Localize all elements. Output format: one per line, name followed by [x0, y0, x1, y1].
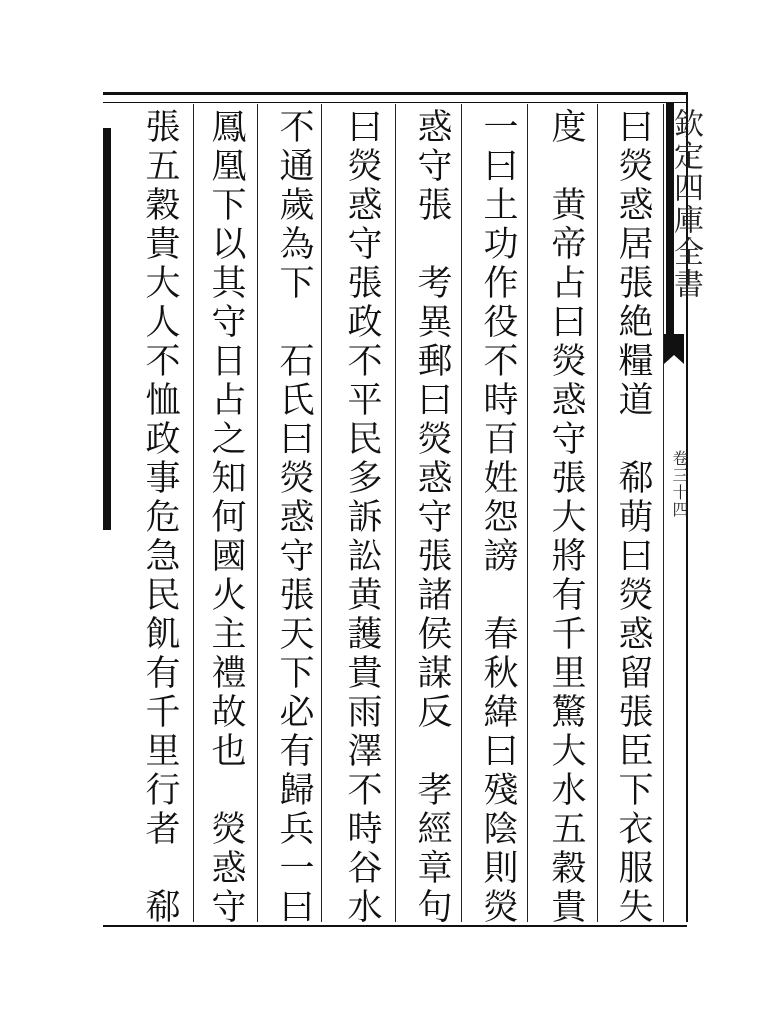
- column-rule: [527, 104, 528, 922]
- text-column-7: 鳳凰下以其守日占之知何國火主禮故也 熒惑守: [206, 108, 246, 927]
- column-rule: [395, 104, 396, 922]
- text-column-1: 曰熒惑居張絶糧道 郗萌曰熒惑留張臣下衣服失: [613, 108, 653, 927]
- column-rule: [663, 104, 664, 922]
- left-margin-bar: [103, 128, 111, 530]
- column-rule: [321, 104, 322, 922]
- column-rule: [461, 104, 462, 922]
- margin-volume-label: 卷三十四: [670, 450, 689, 518]
- text-column-2: 度 黄帝占曰熒惑守張大將有千里驚大水五穀貴: [546, 108, 586, 927]
- column-rule: [257, 104, 258, 922]
- column-rule: [597, 104, 598, 922]
- margin-book-title: 欽定四庫全書: [668, 108, 703, 300]
- text-column-8: 張五穀貴大人不恤政事危急民飢有千里行者 郗: [140, 108, 180, 927]
- text-column-3: 一曰土功作役不時百姓怨謗 春秋緯曰殘陰則熒: [478, 108, 518, 927]
- column-rule: [193, 104, 194, 922]
- text-column-4: 惑守張 考異郵曰熒惑守張諸侯謀反 孝經章句: [412, 108, 452, 927]
- frame-top-rule: [103, 102, 687, 103]
- text-column-5: 曰熒惑守張政不平民多訴訟黄䕶貴雨澤不時谷水: [342, 108, 382, 927]
- text-column-6: 不通歲為下 石氏曰熒惑守張天下必有歸兵一曰: [274, 108, 314, 927]
